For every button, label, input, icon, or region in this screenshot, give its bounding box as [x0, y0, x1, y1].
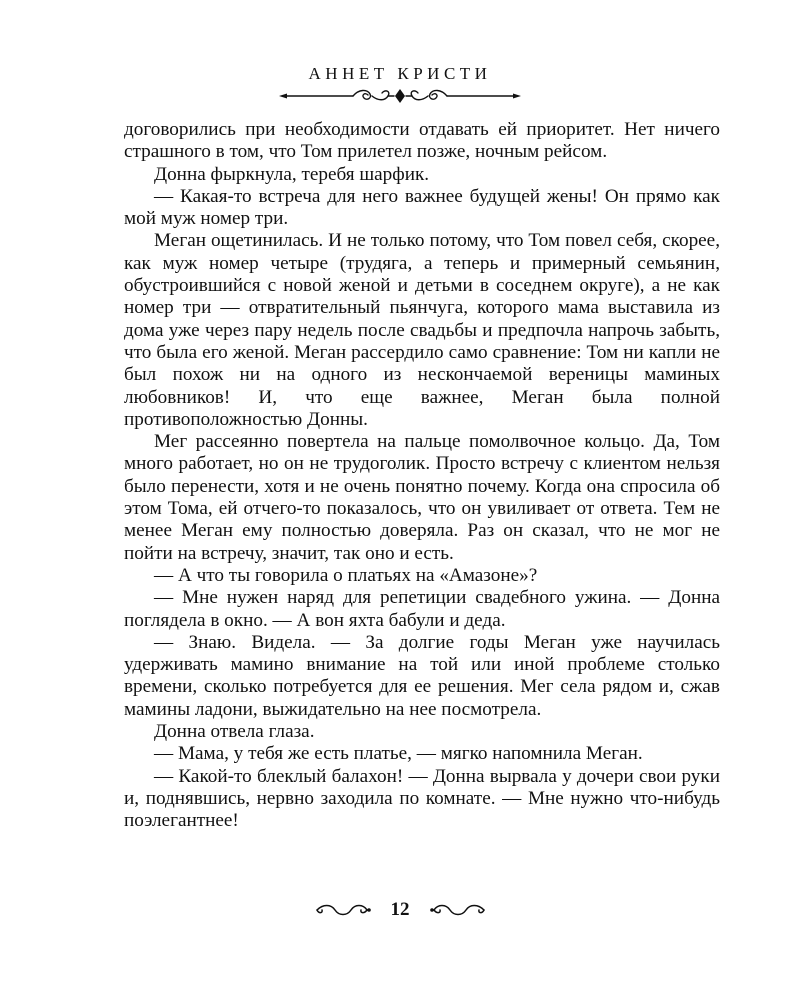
left-flourish-icon [313, 902, 373, 918]
author-name: АННЕТ КРИСТИ [308, 64, 492, 83]
paragraph: Донна отвела глаза. [154, 721, 315, 743]
page-footer [0, 894, 800, 926]
paragraph: Меган ощетинилась. И не только потому, что Том повел себя, скорее, как муж номер четыре (трудяга, а теперь и примерный семьянин, обустроившийся с новой женой и детьми в соседнем округе), а не как номер три — отвратительный пьянчуга, которого мама выставила из дома уже через пару недель после свадьбы и предпочла напрочь забыть, что была его женой. Меган рассердило само сравнение: Том ни капли не был похож ни на одного из нескончаемой вереницы маминых любовников! И, что еще важнее, Меган была полной противоположностью Донны. [124, 230, 720, 430]
body-text [124, 119, 720, 833]
paragraph: — А что ты говорила о платьях на «Амазоне»? [154, 564, 538, 586]
paragraph: — Знаю. Видела. — За долгие годы Меган уже научилась удерживать мамино внимание на той или иной проблеме столько времени, сколько потребуется для ее решения. Мег села рядом и, сжав мамины ладони, выжидательно на нее посмотрела. [124, 631, 720, 720]
running-header [0, 64, 800, 105]
header-ornament-icon [275, 87, 525, 105]
page-number: 12 [390, 899, 410, 920]
paragraph: договорились при необходимости отдавать ей приоритет. Нет ничего страшного в том, что Том прилетел позже, ночным рейсом. [124, 119, 720, 163]
paragraph: — Какая-то встреча для него важнее будущей жены! Он прямо как мой муж номер три. [124, 185, 720, 230]
paragraph: — Какой-то блеклый балахон! — Донна вырвала у дочери свои руки и, поднявшись, нервно заходила по комнате. — Мне нужно что-нибудь поэлегантнее! [124, 765, 720, 832]
right-flourish-icon [428, 902, 488, 918]
paragraph: Мег рассеянно повертела на пальце помолвочное кольцо. Да, Том много работает, но он не трудоголик. Просто встречу с клиентом нельзя было перенести, хотя и не очень понятно почему. Когда она спросила об этом Тома, ей отчего-то показалось, что он увиливает от ответа. Тем не менее Меган ему полностью доверяла. Раз он сказал, что не мог не пойти на встречу, значит, так оно и есть. [124, 431, 720, 564]
paragraph: — Мне нужен наряд для репетиции свадебного ужина. — Донна поглядела в окно. — А вон яхта бабули и деда. [124, 587, 720, 631]
paragraph: Донна фыркнула, теребя шарфик. [154, 163, 430, 185]
paragraph: — Мама, у тебя же есть платье, — мягко напомнила Меган. [154, 743, 643, 765]
